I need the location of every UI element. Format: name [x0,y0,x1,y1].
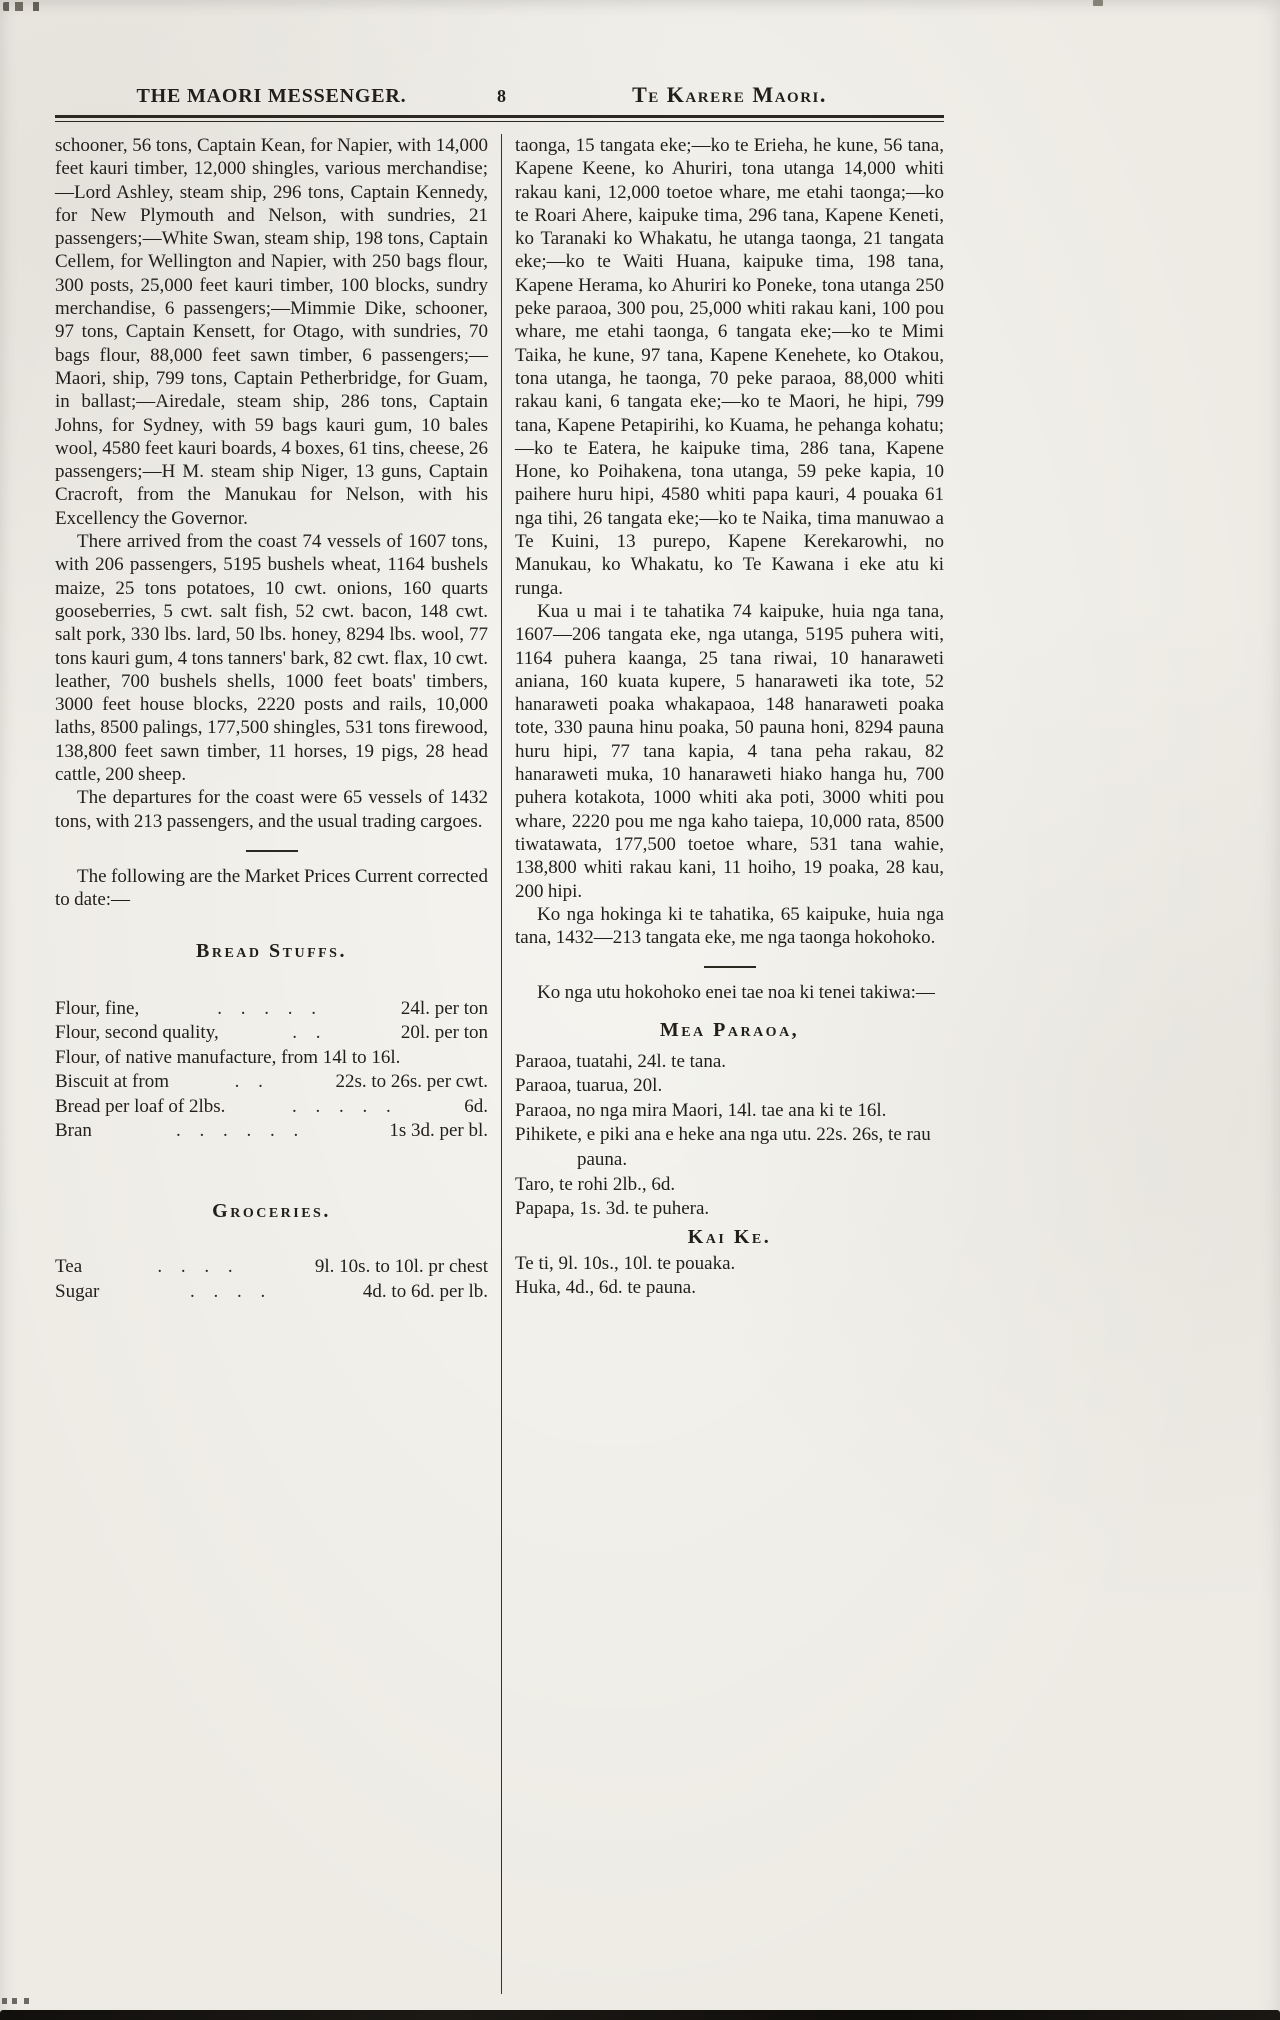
maori-market-intro: Ko nga utu hokohoko enei tae noa ki tenei takiwa:— [537,982,935,1004]
price-value: 24l. per ton [400,997,488,1019]
scan-bottom-edge [0,2010,1280,2020]
market-prices-intro: The following are the Market Prices Current corrected to date:— [55,865,488,911]
section-separator [246,850,298,852]
kai-ke-list [515,1252,944,1301]
english-column [55,134,488,1994]
dot-leader: . . . . . [291,1095,398,1117]
bread-stuffs-heading: Bread Stuffs. [196,939,347,962]
maori-price-line: Taro, te rohi 2lb., 6d. [515,1173,676,1195]
dot-leader: . . . . [157,1256,240,1278]
maori-price-line: Paraoa, no nga mira Maori, 14l. tae ana ki te 16l. [515,1099,887,1121]
price-value: 9l. 10s. to 10l. pr chest [314,1256,488,1278]
dot-leader: . . . . . . [176,1120,306,1142]
scan-mark-bottom-left-icon [2,1998,36,2004]
scan-smudge-top-left-icon [3,2,55,11]
maori-shipping-paragraph: taonga, 15 tangata eke;—ko te Erieha, he kune, 56 tana, Kapene Keene, ko Ahuriri, tona utanga 14,000 whiti rakau kani, 12,000 toetoe whare, me etahi taonga;—ko te Roari Ahere, kaipuke tima, 296 tana, Kapene Keneti, ko Taranaki ko Whakatu, he utanga taonga, 21 tangata eke;—ko te Waiti Huana, kaipuke tima, 198 tana, Kapene Herama, ko Ahuriri ko Poneke, tona utanga 250 peke paraoa, 300 pou, 25,000 whiti rakau kani, 100 pou whare, me etahi taonga, 6 tangata eke;—ko te Mimi Taika, he kune, 97 tana, Kapene Kenehete, ko Otakou, tona utanga, he taonga, 70 peke paraoa, 88,000 whiti rakau kani, 6 tangata eke;—ko te Maori, he hipi, 799 tana, Kapene Petapirihi, ko Kuama, he pehanga kohatu;—ko te Eatera, he kaipuke tima, 286 tana, Kapene Hone, ko Poihakena, tona utanga, 59 peke kapia, 10 paihere huru hipi, 4580 whiti papa kauri, 4 pouaka 61 nga tihi, 26 tangata eke;—ko te Naika, tima manuwao a Te Kuini, 13 purepo, Kapene Kerekarowhi, no Manukau, ko Whakatu, ko Te Kawana i eke atu ki runga. [515,135,944,599]
dot-leader: . . . . . [217,997,323,1019]
maori-departures-paragraph: Ko nga hokinga ki te tahatika, 65 kaipuke, huia nga tana, 1432—213 tangata eke, me nga taonga hokohoko. [515,903,944,949]
price-item: Bran [55,1120,92,1142]
price-item: Sugar [55,1280,100,1302]
price-value: 4d. to 6d. per lb. [362,1280,488,1302]
price-value: 20l. per ton [400,1022,488,1044]
price-line [55,1095,488,1120]
groceries-heading: Groceries. [212,1200,331,1223]
price-item: Bread per loaf of 2lbs. [55,1095,226,1117]
groceries-list [55,1255,488,1304]
page-number: 8 [497,86,506,106]
price-item: Flour, of native manufacture, from 14l to 16l. [55,1046,401,1068]
maori-price-line: Paraoa, tuatahi, 24l. te tana. [515,1050,727,1072]
masthead-left-title: THE MAORI MESSENGER. [136,85,407,107]
maori-price-line: Te ti, 9l. 10s., 10l. te pouaka. [515,1252,736,1274]
scan-mark-top-right-icon [1093,0,1103,6]
dot-leader: . . [234,1071,270,1093]
maori-price-line: Paraoa, tuarua, 20l. [515,1075,663,1097]
dot-leader: . . [292,1022,328,1044]
price-line [55,1070,488,1095]
column-divider-rule [501,134,503,1994]
price-line [55,1280,488,1305]
price-item: Biscuit at from [55,1071,169,1093]
maori-price-line: Pihikete, e piki ana e heke ana nga utu. 22s. 26s, te rau pauna. [515,1124,931,1171]
section-separator [704,966,756,968]
maori-column [515,134,944,1994]
price-value: 6d. [464,1095,488,1117]
price-line [55,997,488,1022]
price-line [55,1255,488,1280]
masthead-double-rule [55,115,944,122]
price-line [55,1021,488,1046]
mea-paraoa-list [515,1050,944,1222]
price-value: 22s. to 26s. per cwt. [335,1071,488,1093]
maori-price-line: Huka, 4d., 6d. te pauna. [515,1277,696,1299]
price-line [55,1119,488,1144]
english-shipping-paragraph: schooner, 56 tons, Captain Kean, for Napier, with 14,000 feet kauri timber, 12,000 shingles, various merchandise;—Lord Ashley, steam ship, 296 tons, Captain Kennedy, for New Plymouth and Nelson, with sundries, 21 passengers;—White Swan, steam ship, 198 tons, Captain Cellem, for Wellington and Napier, with 250 bags flour, 300 posts, 25,000 feet kauri timber, 100 blocks, sundry merchandise, 6 passengers;—Mimmie Dike, schooner, 97 tons, Captain Kensett, for Otago, with sundries, 70 bags flour, 88,000 feet sawn timber, 6 passengers;—Maori, ship, 799 tons, Captain Petherbridge, for Guam, in ballast;—Airedale, steam ship, 286 tons, Captain Johns, for Sydney, with 59 bags kauri gum, 10 bales wool, 4580 feet kauri boards, 4 boxes, 61 tins, cheese, 26 passengers;—H M. steam ship Niger, 13 guns, Captain Cracroft, from the Manukau for Nelson, with his Excellency the Governor. [55,135,488,529]
maori-arrivals-paragraph: Kua u mai i te tahatika 74 kaipuke, huia nga tana, 1607—206 tangata eke, nga utanga, 5195 puhera witi, 1164 puhera kaanga, 25 tana riwai, 10 hanaraweti aniana, 160 kuata kupere, 5 hanaraweti ika tote, 52 hanaraweti poaka whakapaoa, 148 hanaraweti poaka tote, 330 pauna hinu poaka, 50 pauna honi, 8294 pauna huru hipi, 77 tana kapia, 4 tana peha rakau, 82 hanaraweti muka, 10 hanaraweti hiako hanga hu, 700 puhera kotakota, 1000 whiti aka poti, 3000 whiti pou whare, 2220 pou me nga kaho taiepa, 10,000 rata, 8500 tiwatawata, 177,500 toetoe whare, 531 tana wahie, 138,800 whiti rakau kani, 11 hoiho, 19 poaka, 28 kau, 200 hipi. [515,600,944,902]
price-value: 1s 3d. per bl. [389,1120,488,1142]
price-item: Flour, fine, [55,997,140,1019]
content-columns [55,134,944,1994]
bread-stuffs-list [55,997,488,1145]
mea-paraoa-heading: Mea Paraoa, [659,1018,800,1041]
price-item: Flour, second quality, [55,1022,219,1044]
english-arrivals-paragraph: There arrived from the coast 74 vessels of 1607 tons, with 206 passengers, 5195 bushels wheat, 1164 bushels maize, 25 tons potatoes, 10 cwt. onions, 160 quarts gooseberries, 5 cwt. salt fish, 52 cwt. bacon, 148 cwt. salt pork, 330 lbs. lard, 50 lbs. honey, 8294 lbs. wool, 77 tons kauri gum, 4 tons tanners' bark, 82 cwt. flax, 10 cwt. leather, 700 bushels shells, 1000 feet boats' timbers, 3000 feet house blocks, 2220 posts and rails, 10,000 laths, 8500 palings, 177,500 shingles, 531 tons firewood, 138,800 feet sawn timber, 11 horses, 19 pigs, 28 head cattle, 200 sheep. [55,531,488,786]
price-line [55,1046,488,1071]
dot-leader: . . . . [190,1280,273,1302]
english-departures-paragraph: The departures for the coast were 65 vessels of 1432 tons, with 213 passengers, and the usual trading cargoes. [55,787,488,832]
price-item: Tea [55,1256,83,1278]
maori-price-line: Papapa, 1s. 3d. te puhera. [515,1198,710,1220]
kai-ke-heading: Kai Ke. [687,1225,772,1248]
masthead [55,82,944,108]
masthead-right-title: Te Karere Maori. [632,82,827,107]
